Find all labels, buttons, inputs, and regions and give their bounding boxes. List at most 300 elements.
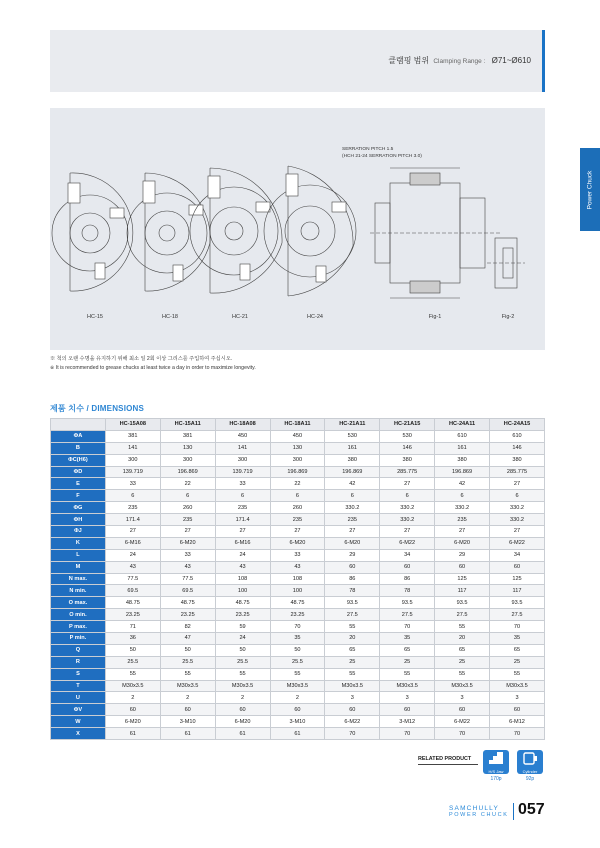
chuck-drawings xyxy=(50,108,545,350)
table-cell: 330.2 xyxy=(490,514,545,526)
label-hc18: HC-18 xyxy=(162,314,178,320)
header-accent-bar xyxy=(542,30,545,92)
table-cell: 260 xyxy=(270,502,325,514)
table-cell: M30x3.5 xyxy=(380,680,435,692)
table-row xyxy=(51,621,545,633)
steps-icon xyxy=(483,750,509,774)
row-label: F xyxy=(51,490,106,502)
table-cell: 60 xyxy=(435,561,490,573)
row-label: P min. xyxy=(51,633,106,645)
row-label: ΦG xyxy=(51,502,106,514)
table-cell: 6 xyxy=(490,490,545,502)
table-row xyxy=(51,526,545,538)
label-fig1: Fig-1 xyxy=(428,314,442,320)
table-cell: 100 xyxy=(270,585,325,597)
row-label: L xyxy=(51,549,106,561)
table-cell: 2 xyxy=(215,692,270,704)
table-cell: 93.5 xyxy=(380,597,435,609)
table-row xyxy=(51,644,545,656)
table-cell: 69.5 xyxy=(105,585,160,597)
table-cell: 6-M22 xyxy=(380,537,435,549)
row-label: ΦA xyxy=(51,430,106,442)
related-cylinder[interactable] xyxy=(517,750,543,782)
table-cell: 6-M16 xyxy=(105,537,160,549)
table-row xyxy=(51,466,545,478)
table-cell: M30x3.5 xyxy=(160,680,215,692)
row-label: N max. xyxy=(51,573,106,585)
table-cell: 300 xyxy=(270,454,325,466)
table-cell: 60 xyxy=(270,704,325,716)
table-row xyxy=(51,633,545,645)
row-label: W xyxy=(51,716,106,728)
table-cell: 27 xyxy=(380,478,435,490)
table-cell: 6-M22 xyxy=(490,537,545,549)
table-row xyxy=(51,692,545,704)
column-header: HC-24A15 xyxy=(490,419,545,431)
row-label: O min. xyxy=(51,609,106,621)
table-cell: 42 xyxy=(435,478,490,490)
table-cell: 60 xyxy=(490,561,545,573)
table-cell: 33 xyxy=(160,549,215,561)
table-cell: 55 xyxy=(325,668,380,680)
table-cell: 42 xyxy=(325,478,380,490)
table-cell: 65 xyxy=(490,644,545,656)
column-header: HC-21A11 xyxy=(325,419,380,431)
table-cell: 27.5 xyxy=(325,609,380,621)
table-cell: 33 xyxy=(270,549,325,561)
table-row xyxy=(51,490,545,502)
table-cell: 24 xyxy=(105,549,160,561)
table-cell: 6 xyxy=(160,490,215,502)
table-cell: 24 xyxy=(215,549,270,561)
table-cell: 25 xyxy=(490,656,545,668)
table-cell: 196.869 xyxy=(160,466,215,478)
table-cell: 93.5 xyxy=(325,597,380,609)
table-cell: 6-M20 xyxy=(160,537,215,549)
table-cell: 2 xyxy=(270,692,325,704)
table-cell: 61 xyxy=(270,728,325,740)
table-cell: 34 xyxy=(490,549,545,561)
row-label: ΦC(H6) xyxy=(51,454,106,466)
table-cell: 235 xyxy=(160,514,215,526)
table-cell: 70 xyxy=(270,621,325,633)
label-hc24: HC-24 xyxy=(307,314,323,320)
table-cell: 34 xyxy=(380,549,435,561)
table-row xyxy=(51,573,545,585)
serration-note-2: (HCH 21-24 SERRATION PITCH 3.0) xyxy=(342,154,422,159)
table-cell: 146 xyxy=(380,442,435,454)
table-cell: 50 xyxy=(270,644,325,656)
page-number: 057 xyxy=(518,801,545,818)
table-cell: 330.2 xyxy=(325,502,380,514)
dimensions-table xyxy=(50,418,545,740)
table-cell: 93.5 xyxy=(490,597,545,609)
table-cell: 25.5 xyxy=(215,656,270,668)
table-row xyxy=(51,609,545,621)
table-cell: 235 xyxy=(105,502,160,514)
table-row xyxy=(51,656,545,668)
table-cell: 235 xyxy=(215,502,270,514)
table-cell: 50 xyxy=(215,644,270,656)
table-cell: M30x3.5 xyxy=(490,680,545,692)
table-cell: 3-M12 xyxy=(380,716,435,728)
table-cell: 20 xyxy=(325,633,380,645)
table-cell: 6-M22 xyxy=(325,716,380,728)
table-cell: 3-M10 xyxy=(270,716,325,728)
row-label: T xyxy=(51,680,106,692)
table-cell: 48.75 xyxy=(215,597,270,609)
table-cell: 60 xyxy=(490,704,545,716)
column-header: HC-18A08 xyxy=(215,419,270,431)
hs-jaw-page: 170p xyxy=(490,776,502,782)
table-cell: 6 xyxy=(105,490,160,502)
cylinder-page: 92p xyxy=(525,776,535,782)
table-cell: 55 xyxy=(215,668,270,680)
table-cell: 27 xyxy=(160,526,215,538)
row-label: B xyxy=(51,442,106,454)
table-cell: 70 xyxy=(325,728,380,740)
table-cell: 59 xyxy=(215,621,270,633)
hs-jaw-label: H/S Jaw xyxy=(488,769,504,774)
table-cell: 6-M12 xyxy=(490,716,545,728)
table-cell: 23.25 xyxy=(215,609,270,621)
table-cell: 35 xyxy=(490,633,545,645)
table-row xyxy=(51,561,545,573)
table-cell: 65 xyxy=(325,644,380,656)
table-cell: 235 xyxy=(325,514,380,526)
table-cell: 55 xyxy=(435,621,490,633)
technical-drawing-panel xyxy=(50,108,545,350)
table-row xyxy=(51,704,545,716)
drawing-fig1 xyxy=(370,168,500,298)
table-cell: 29 xyxy=(325,549,380,561)
table-cell: 55 xyxy=(435,668,490,680)
table-cell: 33 xyxy=(215,478,270,490)
table-cell: 22 xyxy=(270,478,325,490)
table-cell: 25 xyxy=(325,656,380,668)
table-cell: 108 xyxy=(215,573,270,585)
table-row xyxy=(51,728,545,740)
page-number-divider xyxy=(513,803,514,820)
table-cell: 48.75 xyxy=(270,597,325,609)
table-cell: 60 xyxy=(160,704,215,716)
table-cell: 77.5 xyxy=(160,573,215,585)
row-label: P max. xyxy=(51,621,106,633)
table-cell: 130 xyxy=(270,442,325,454)
table-cell: 78 xyxy=(380,585,435,597)
label-fig2: Fig-2 xyxy=(501,314,515,320)
table-cell: 29 xyxy=(435,549,490,561)
row-label: K xyxy=(51,537,106,549)
grease-notes xyxy=(50,355,256,373)
table-cell: 55 xyxy=(380,668,435,680)
table-cell: 60 xyxy=(325,561,380,573)
table-cell: 27.5 xyxy=(490,609,545,621)
table-cell: 27 xyxy=(270,526,325,538)
table-cell: 6 xyxy=(215,490,270,502)
related-product-title: RELATED PRODUCT xyxy=(418,756,472,762)
table-cell: 6-M20 xyxy=(215,716,270,728)
table-cell: 380 xyxy=(435,454,490,466)
table-cell: 27 xyxy=(325,526,380,538)
table-cell: 6-M20 xyxy=(105,716,160,728)
table-cell: 530 xyxy=(380,430,435,442)
serration-note-1: SERRATION PITCH 1.5 xyxy=(342,147,394,152)
table-cell: 300 xyxy=(215,454,270,466)
table-cell: 6-M20 xyxy=(325,537,380,549)
table-cell: 61 xyxy=(105,728,160,740)
table-cell: 25.5 xyxy=(105,656,160,668)
table-cell: 330.2 xyxy=(490,502,545,514)
table-cell: 3 xyxy=(435,692,490,704)
drawing-fig2 xyxy=(487,238,525,288)
table-cell: 60 xyxy=(380,561,435,573)
table-cell: 82 xyxy=(160,621,215,633)
table-cell: 6 xyxy=(380,490,435,502)
table-cell: 141 xyxy=(215,442,270,454)
table-cell: 146 xyxy=(490,442,545,454)
table-cell: 65 xyxy=(435,644,490,656)
table-cell: 77.5 xyxy=(105,573,160,585)
table-cell: M30x3.5 xyxy=(435,680,490,692)
table-cell: 50 xyxy=(160,644,215,656)
table-cell: 23.25 xyxy=(160,609,215,621)
table-cell: 117 xyxy=(435,585,490,597)
table-cell: 50 xyxy=(105,644,160,656)
table-cell: 330.2 xyxy=(435,502,490,514)
table-cell: 260 xyxy=(160,502,215,514)
table-cell: 381 xyxy=(160,430,215,442)
table-cell: 450 xyxy=(215,430,270,442)
table-row xyxy=(51,716,545,728)
table-cell: 25 xyxy=(435,656,490,668)
table-cell: 60 xyxy=(215,704,270,716)
cylinder-icon xyxy=(517,750,543,774)
table-row xyxy=(51,585,545,597)
column-header: HC-15A08 xyxy=(105,419,160,431)
column-header: HC-18A11 xyxy=(270,419,325,431)
table-cell: 25.5 xyxy=(160,656,215,668)
table-cell: 48.75 xyxy=(105,597,160,609)
row-label: Q xyxy=(51,644,106,656)
table-cell: 86 xyxy=(380,573,435,585)
table-cell: 43 xyxy=(160,561,215,573)
table-cell: 27 xyxy=(435,526,490,538)
note-en: ※ It is recommended to grease chucks at least twice a day in order to maximize longevity. xyxy=(50,365,256,371)
table-cell: 47 xyxy=(160,633,215,645)
table-cell: 93.5 xyxy=(435,597,490,609)
table-cell: M30x3.5 xyxy=(325,680,380,692)
table-cell: 23.25 xyxy=(105,609,160,621)
column-header: HC-21A15 xyxy=(380,419,435,431)
table-cell: 27.5 xyxy=(435,609,490,621)
table-cell: 141 xyxy=(105,442,160,454)
table-cell: 330.2 xyxy=(380,502,435,514)
table-cell: 6-M20 xyxy=(270,537,325,549)
table-cell: 23.25 xyxy=(270,609,325,621)
table-cell: 130 xyxy=(160,442,215,454)
table-row xyxy=(51,597,545,609)
table-cell: 60 xyxy=(105,704,160,716)
table-cell: 139.719 xyxy=(215,466,270,478)
table-cell: 171.4 xyxy=(105,514,160,526)
related-underline xyxy=(418,764,478,765)
table-cell: 139.719 xyxy=(105,466,160,478)
table-cell: 380 xyxy=(380,454,435,466)
drawing-hc21 xyxy=(190,168,282,293)
row-label: ΦH xyxy=(51,514,106,526)
table-cell: 43 xyxy=(105,561,160,573)
table-cell: 300 xyxy=(105,454,160,466)
table-cell: 27 xyxy=(380,526,435,538)
table-cell: 235 xyxy=(435,514,490,526)
table-cell: 60 xyxy=(325,704,380,716)
table-cell: 55 xyxy=(270,668,325,680)
table-cell: 65 xyxy=(380,644,435,656)
row-label: N min. xyxy=(51,585,106,597)
table-cell: 610 xyxy=(435,430,490,442)
table-cell: 43 xyxy=(215,561,270,573)
table-cell: 3 xyxy=(490,692,545,704)
table-cell: 35 xyxy=(270,633,325,645)
table-cell: 70 xyxy=(435,728,490,740)
table-cell: 25 xyxy=(380,656,435,668)
table-row xyxy=(51,454,545,466)
table-cell: 2 xyxy=(105,692,160,704)
table-cell: 100 xyxy=(215,585,270,597)
table-cell: 70 xyxy=(490,621,545,633)
side-tab-label: Power Chuck xyxy=(586,170,594,209)
drawing-hc18 xyxy=(127,173,210,291)
dimensions-title: 제품 치수 / DIMENSIONS xyxy=(50,404,145,413)
clamping-range-ko: 클램핑 범위 xyxy=(388,56,430,65)
table-cell: 55 xyxy=(325,621,380,633)
table-cell: 27.5 xyxy=(380,609,435,621)
table-cell: 22 xyxy=(160,478,215,490)
table-cell: 6 xyxy=(325,490,380,502)
table-cell: 60 xyxy=(435,704,490,716)
column-header: HC-24A11 xyxy=(435,419,490,431)
table-cell: 78 xyxy=(325,585,380,597)
table-cell: 43 xyxy=(270,561,325,573)
clamping-range xyxy=(388,55,531,66)
row-label: ΦJ xyxy=(51,526,106,538)
table-cell: 27 xyxy=(105,526,160,538)
drawing-hc15 xyxy=(52,173,133,291)
table-cell: 161 xyxy=(325,442,380,454)
table-cell: 27 xyxy=(490,478,545,490)
note-ko: ※ 척의 오랜 수명을 유지하기 위해 최소 일 2회 이상 그리스를 주입하여 주십시오. xyxy=(50,356,233,362)
table-cell: 381 xyxy=(105,430,160,442)
table-cell: 108 xyxy=(270,573,325,585)
row-label: ΦV xyxy=(51,704,106,716)
table-cell: 20 xyxy=(435,633,490,645)
table-cell: 6 xyxy=(435,490,490,502)
table-cell: 285.775 xyxy=(380,466,435,478)
table-cell: 125 xyxy=(435,573,490,585)
table-row xyxy=(51,549,545,561)
related-hs-jaw[interactable] xyxy=(483,750,509,782)
table-cell: 235 xyxy=(270,514,325,526)
table-cell: 3 xyxy=(325,692,380,704)
section-side-tab[interactable] xyxy=(580,148,600,231)
table-cell: 530 xyxy=(325,430,380,442)
brand-line-2: POWER CHUCK xyxy=(449,812,509,818)
table-cell: M30x3.5 xyxy=(105,680,160,692)
table-corner xyxy=(51,419,106,431)
brand-logo xyxy=(449,805,508,819)
column-header: HC-15A11 xyxy=(160,419,215,431)
table-cell: 3 xyxy=(380,692,435,704)
table-cell: 125 xyxy=(490,573,545,585)
table-cell: 380 xyxy=(490,454,545,466)
table-cell: 196.869 xyxy=(325,466,380,478)
clamping-range-value: Ø71~Ø610 xyxy=(491,56,531,65)
row-label: U xyxy=(51,692,106,704)
table-row xyxy=(51,537,545,549)
table-cell: 27 xyxy=(215,526,270,538)
row-label: O max. xyxy=(51,597,106,609)
table-cell: 2 xyxy=(160,692,215,704)
label-hc21: HC-21 xyxy=(232,314,248,320)
table-row xyxy=(51,680,545,692)
table-cell: 330.2 xyxy=(380,514,435,526)
table-cell: 3-M10 xyxy=(160,716,215,728)
row-label: X xyxy=(51,728,106,740)
table-cell: 61 xyxy=(160,728,215,740)
table-cell: 61 xyxy=(215,728,270,740)
row-label: M xyxy=(51,561,106,573)
row-label: E xyxy=(51,478,106,490)
table-row xyxy=(51,502,545,514)
table-cell: 300 xyxy=(160,454,215,466)
table-cell: 171.4 xyxy=(215,514,270,526)
brand-line-1: SAMCHULLY xyxy=(449,805,500,812)
label-hc15: HC-15 xyxy=(87,314,103,320)
row-label: ΦD xyxy=(51,466,106,478)
table-cell: 35 xyxy=(380,633,435,645)
table-cell: 60 xyxy=(380,704,435,716)
table-cell: 285.775 xyxy=(490,466,545,478)
table-cell: 27 xyxy=(490,526,545,538)
table-cell: 86 xyxy=(325,573,380,585)
table-row xyxy=(51,668,545,680)
table-cell: M30x3.5 xyxy=(270,680,325,692)
table-cell: 6-M22 xyxy=(435,716,490,728)
table-cell: 36 xyxy=(105,633,160,645)
table-row xyxy=(51,442,545,454)
table-cell: 450 xyxy=(270,430,325,442)
table-cell: 6 xyxy=(270,490,325,502)
table-cell: 70 xyxy=(490,728,545,740)
table-cell: M30x3.5 xyxy=(215,680,270,692)
table-row xyxy=(51,430,545,442)
table-cell: 117 xyxy=(490,585,545,597)
table-cell: 24 xyxy=(215,633,270,645)
table-cell: 6-M20 xyxy=(435,537,490,549)
clamping-range-en: Clamping Range : xyxy=(433,58,486,65)
table-cell: 55 xyxy=(105,668,160,680)
table-cell: 70 xyxy=(380,621,435,633)
table-header-row xyxy=(51,419,545,431)
table-cell: 48.75 xyxy=(160,597,215,609)
table-cell: 610 xyxy=(490,430,545,442)
table-cell: 380 xyxy=(325,454,380,466)
cylinder-label: Cylinder xyxy=(522,769,538,774)
table-cell: 71 xyxy=(105,621,160,633)
table-row xyxy=(51,514,545,526)
table-row xyxy=(51,478,545,490)
